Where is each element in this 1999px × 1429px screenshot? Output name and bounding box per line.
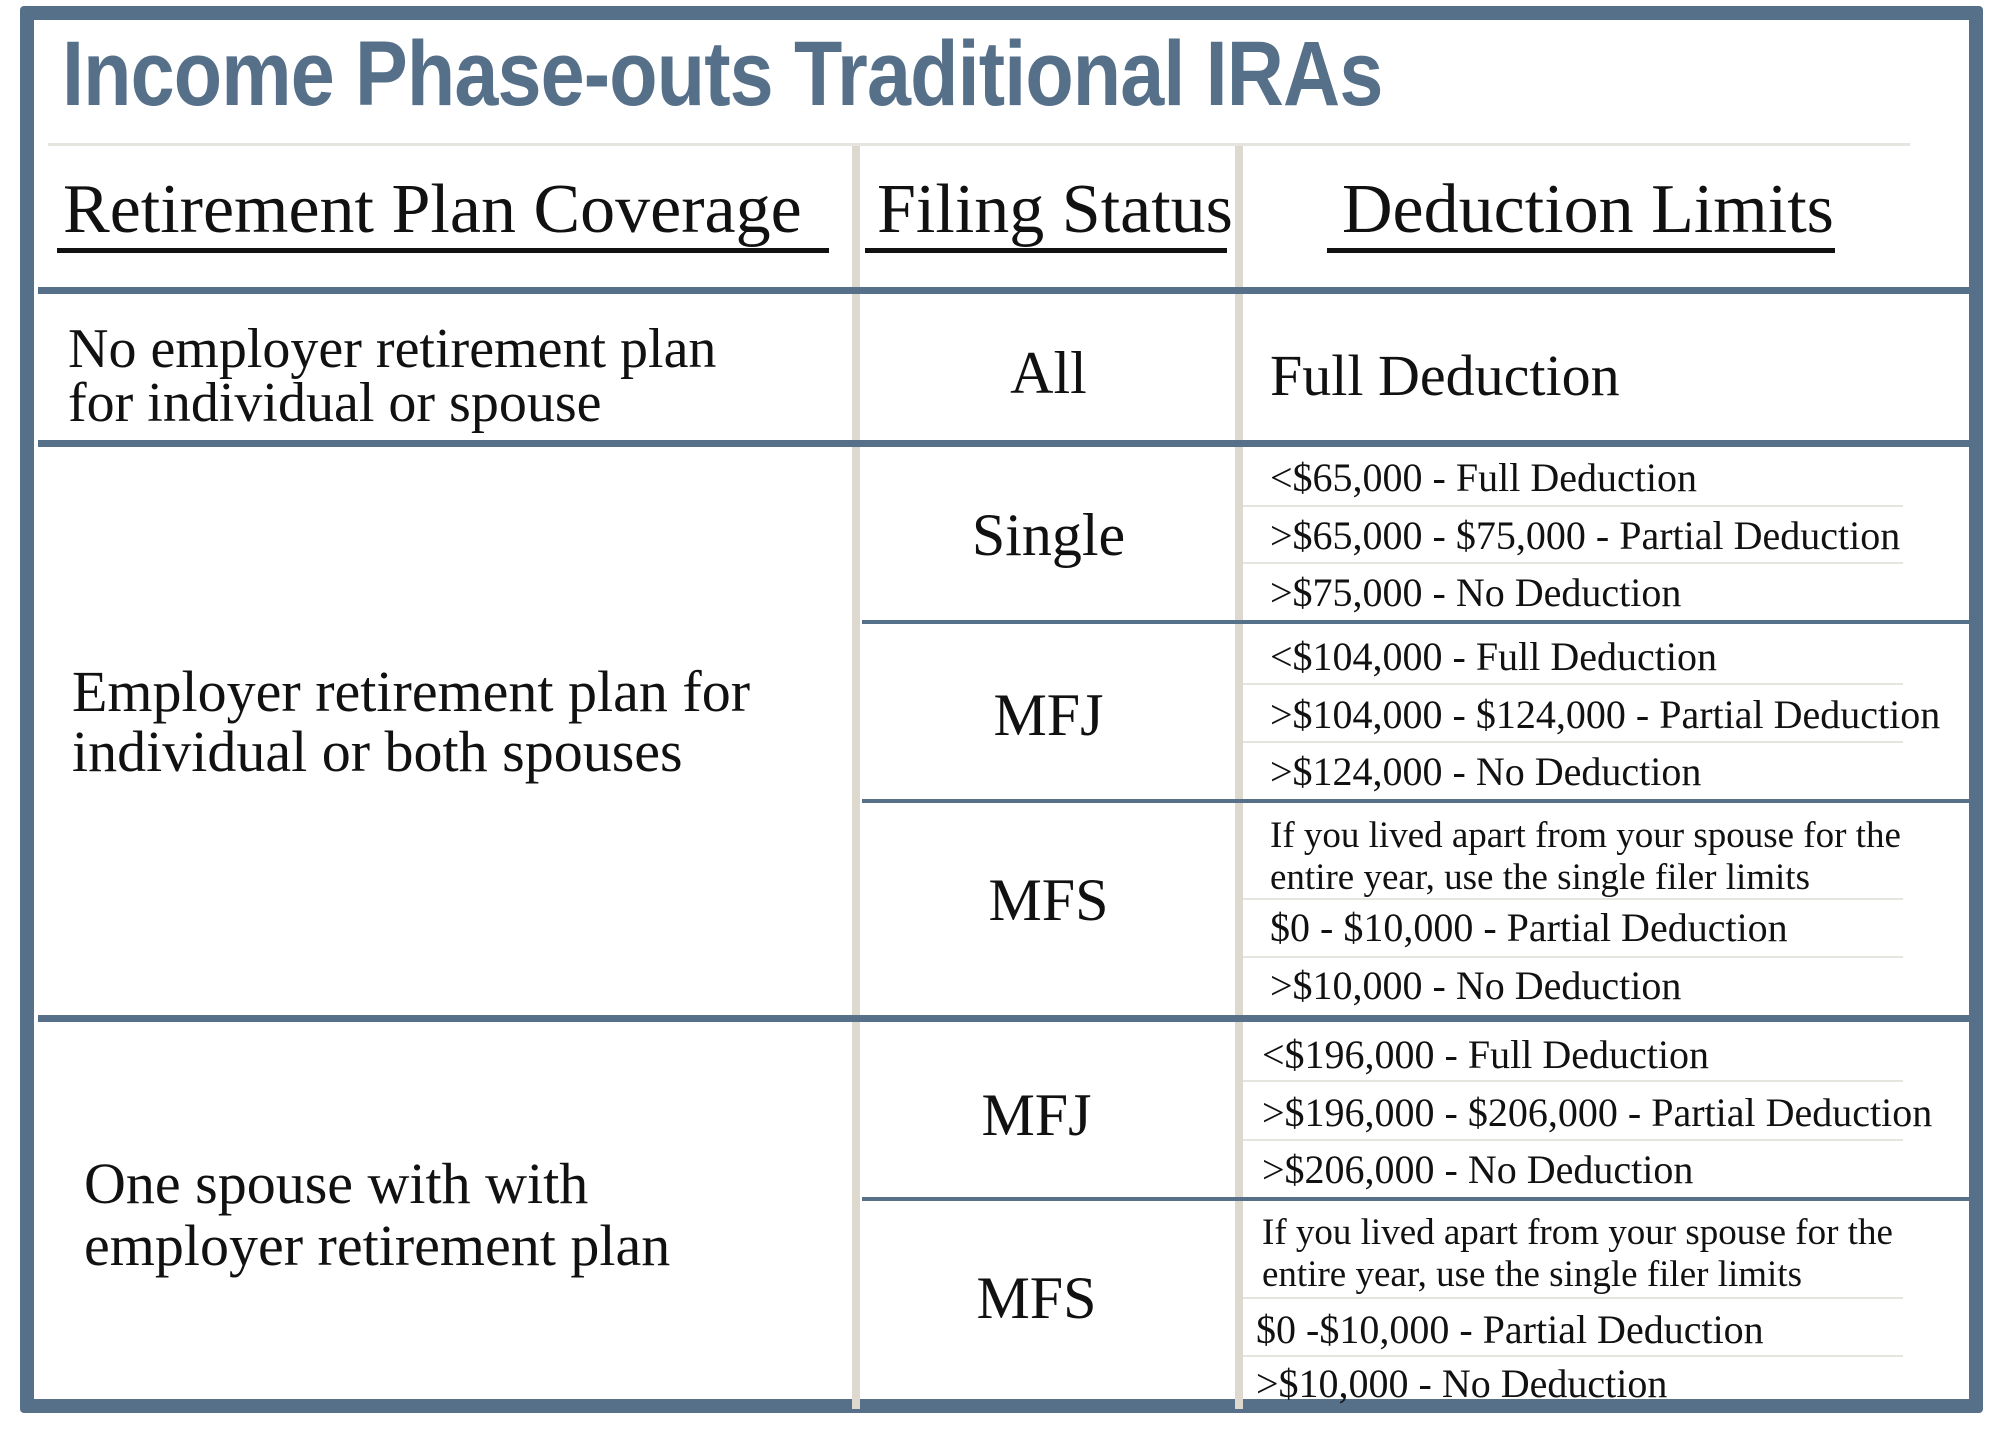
note-line: If you lived apart from your spouse for the <box>1262 1212 1893 1253</box>
note-line: entire year, use the single filer limits <box>1270 857 1810 898</box>
coverage-line: individual or both spouses <box>72 719 683 784</box>
header-filing-status: Filing Status <box>877 171 1233 248</box>
title-divider <box>48 143 1910 146</box>
filing-status-cell: Single <box>971 502 1126 568</box>
deduction-limit: >$124,000 - No Deduction <box>1270 749 1702 794</box>
deduction-limit: <$196,000 - Full Deduction <box>1262 1032 1709 1077</box>
filing-status-cell: All <box>1010 340 1087 406</box>
group-divider-2 <box>38 1015 1973 1022</box>
filing-status-cell: MFS <box>988 867 1109 933</box>
deduction-limit: >$10,000 - No Deduction <box>1270 963 1682 1008</box>
deduction-limit: $0 -$10,000 - Partial Deduction <box>1256 1307 1764 1352</box>
deduction-limit: >$206,000 - No Deduction <box>1262 1147 1694 1192</box>
coverage-cell <box>68 318 717 434</box>
filing-status-cell: MFS <box>976 1265 1097 1331</box>
coverage-line: employer retirement plan <box>84 1213 671 1278</box>
limit-rule <box>1243 1297 1903 1299</box>
note-line: If you lived apart from your spouse for the <box>1270 815 1901 856</box>
deduction-limit: Full Deduction <box>1270 343 1620 408</box>
filing-status-cell: MFJ <box>993 682 1104 748</box>
page-title: Income Phase-outs Traditional IRAs <box>62 23 1383 125</box>
column-rule-1 <box>852 146 860 1409</box>
deduction-limit: >$196,000 - $206,000 - Partial Deduction <box>1262 1090 1933 1135</box>
header-divider <box>38 287 1973 294</box>
deduction-limit: >$104,000 - $124,000 - Partial Deduction <box>1270 692 1941 737</box>
limit-rule <box>1243 956 1903 958</box>
coverage-cell <box>72 659 751 784</box>
filing-status-cell: MFJ <box>981 1082 1092 1148</box>
row-divider-single-mfj <box>862 620 1973 624</box>
header-deduction-limits-underline <box>1327 248 1835 253</box>
deduction-note <box>1270 815 1901 899</box>
header-filing-status-underline <box>865 248 1227 253</box>
column-rule-2 <box>1235 146 1243 1409</box>
note-line: entire year, use the single filer limits <box>1262 1254 1802 1295</box>
limit-rule <box>1243 683 1903 685</box>
coverage-line: One spouse with with <box>84 1151 589 1216</box>
deduction-limit: >$75,000 - No Deduction <box>1270 570 1682 615</box>
coverage-line: for individual or spouse <box>68 372 602 434</box>
row-divider-mfj2-mfs2 <box>862 1197 1973 1201</box>
limit-rule <box>1243 1139 1903 1141</box>
header-coverage: Retirement Plan Coverage <box>63 171 802 248</box>
deduction-limit: <$104,000 - Full Deduction <box>1270 634 1717 679</box>
deduction-limit: <$65,000 - Full Deduction <box>1270 455 1697 500</box>
group-divider-1 <box>38 440 1973 447</box>
row-divider-mfj-mfs <box>862 799 1973 803</box>
coverage-line: Employer retirement plan for <box>72 659 751 724</box>
limit-rule <box>1243 741 1903 743</box>
deduction-limit: >$10,000 - No Deduction <box>1256 1361 1668 1406</box>
header-deduction-limits: Deduction Limits <box>1342 171 1834 248</box>
coverage-cell <box>84 1153 670 1277</box>
limit-rule <box>1243 1080 1903 1082</box>
coverage-line: No employer retirement plan <box>68 318 717 380</box>
deduction-limit: $0 - $10,000 - Partial Deduction <box>1270 905 1788 950</box>
deduction-limit: >$65,000 - $75,000 - Partial Deduction <box>1270 513 1901 558</box>
limit-rule <box>1243 505 1903 507</box>
limit-rule <box>1243 562 1903 564</box>
header-coverage-underline <box>57 248 829 253</box>
limit-rule <box>1243 1355 1903 1357</box>
deduction-note <box>1262 1212 1893 1296</box>
